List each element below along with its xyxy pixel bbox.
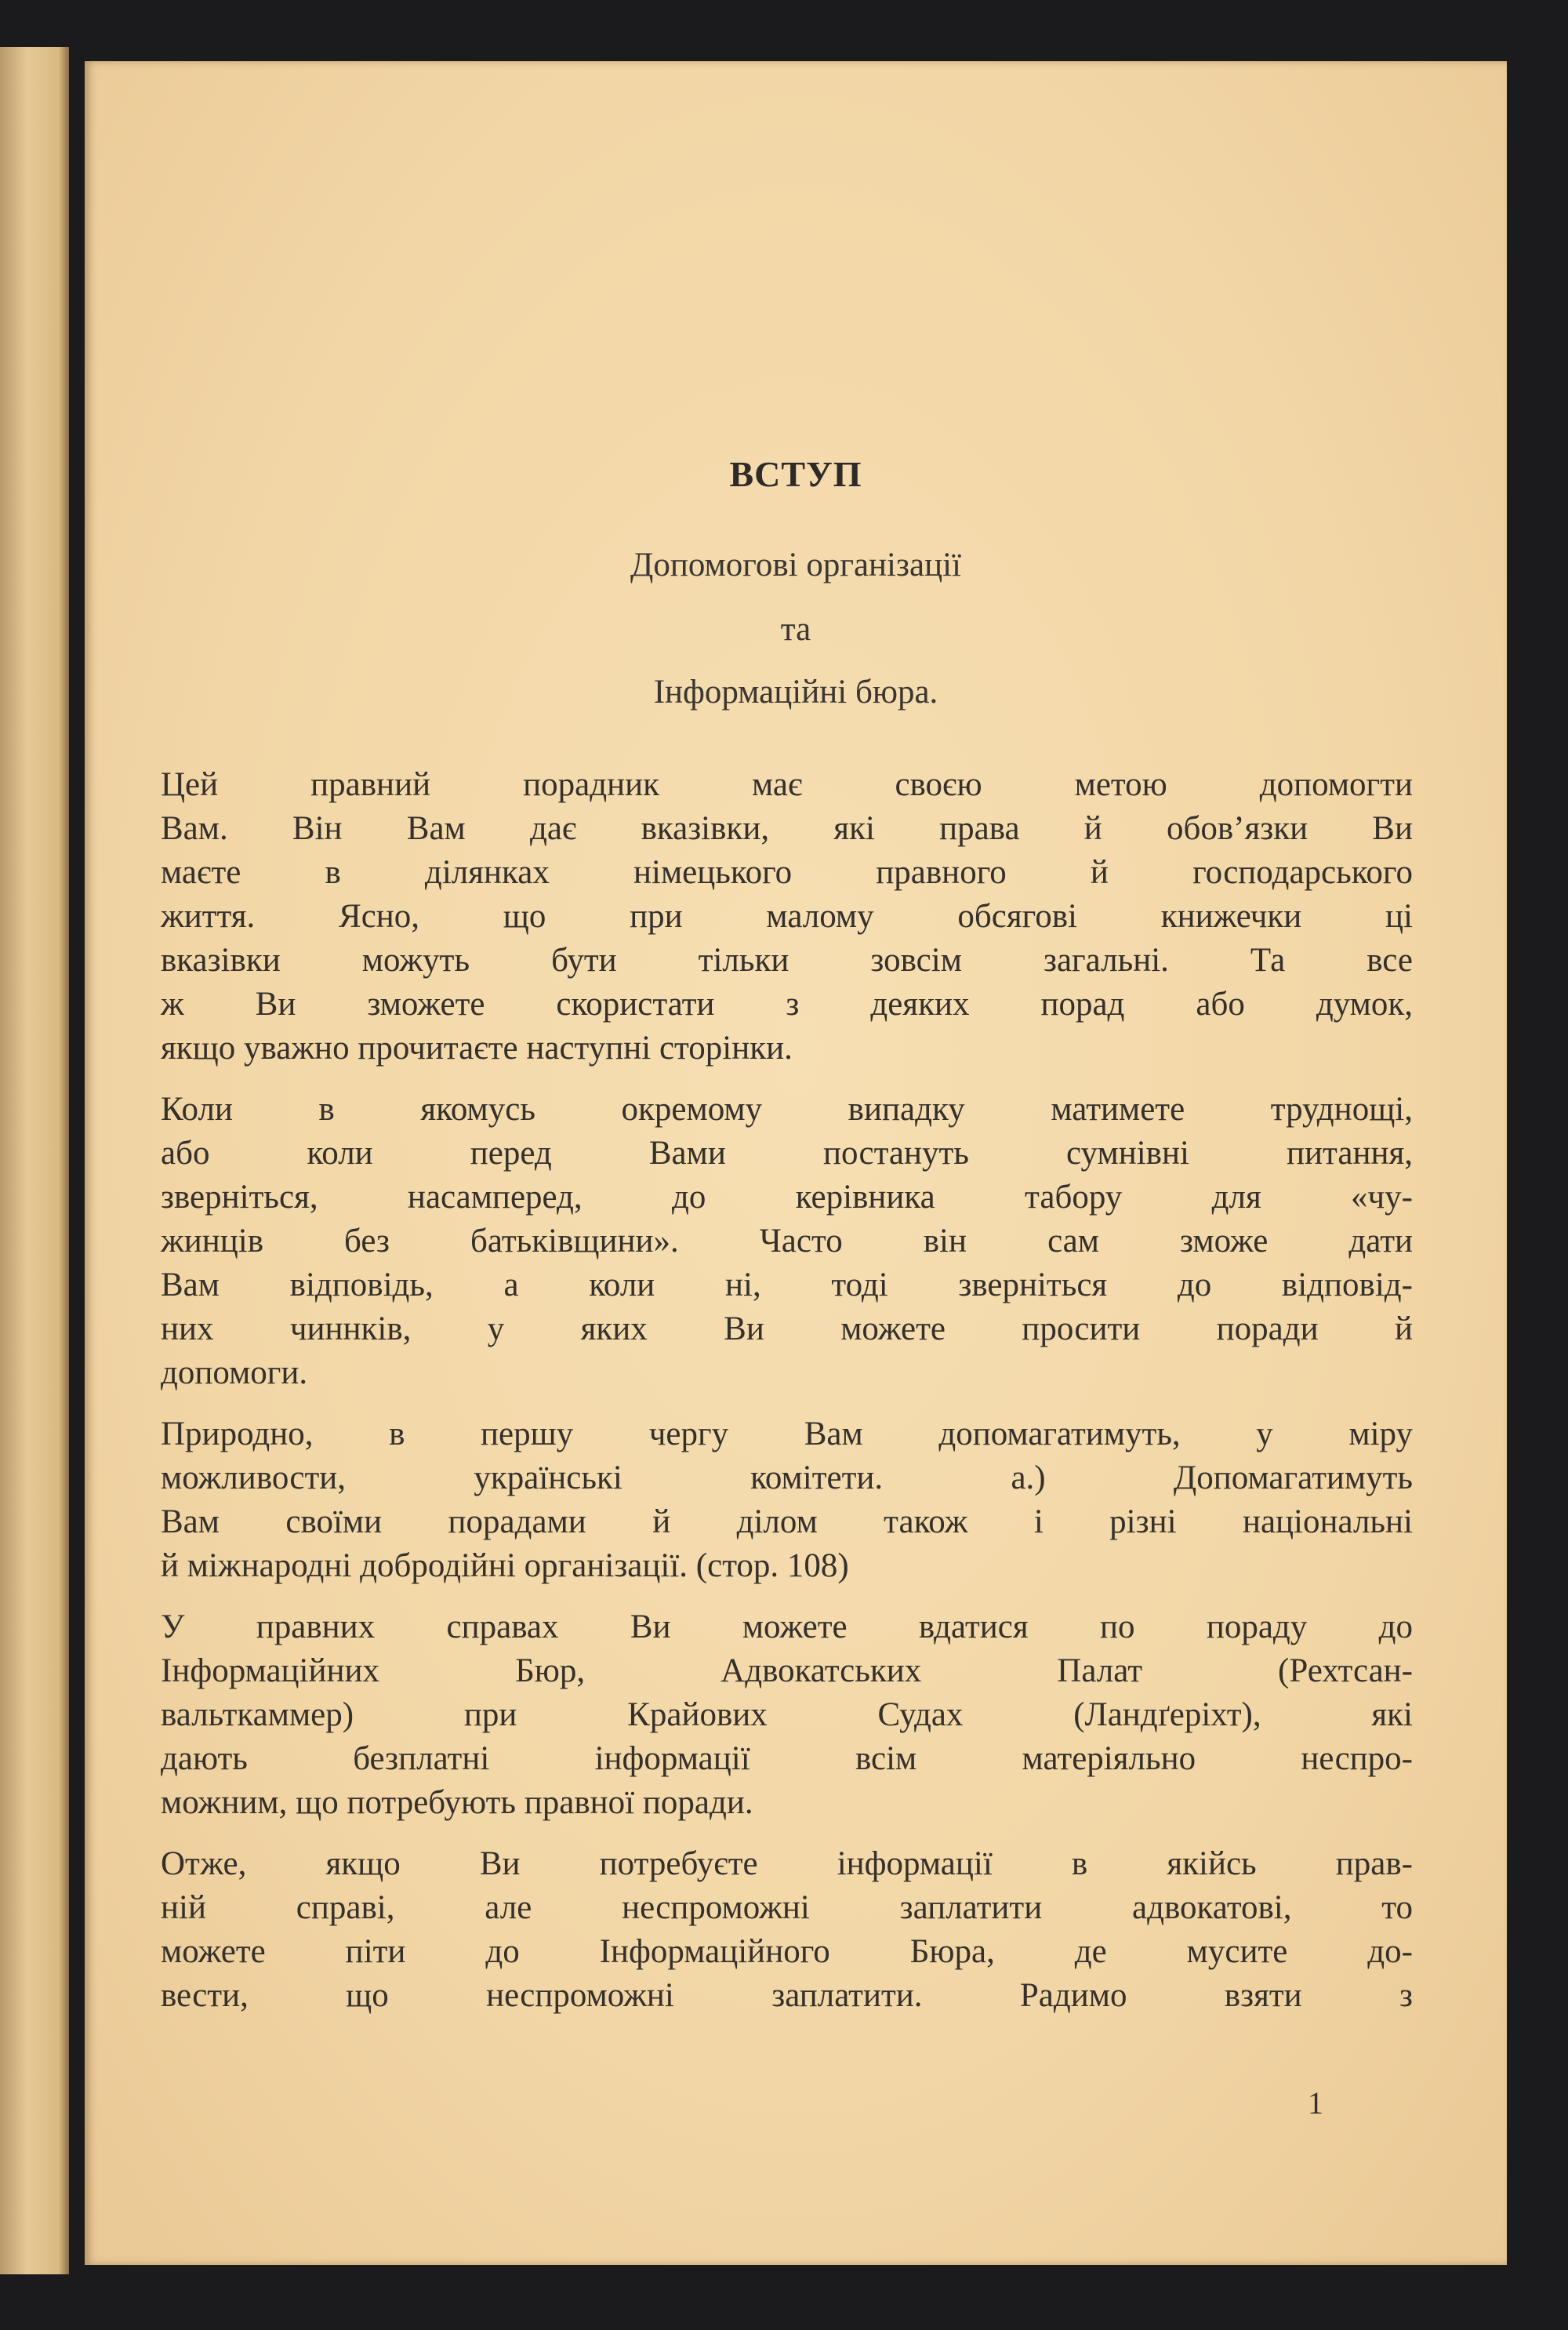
text-line: У правних справах Ви можете вдатися по пораду до (161, 1608, 1413, 1645)
paragraph (161, 1412, 1413, 1588)
text-line: Цей правний порадник має своєю метою допомогти (161, 766, 1413, 803)
subheading-line-3: Інформаційні бюра. (653, 674, 938, 711)
text-line: Коли в якомусь окремому випадку матимете труднощі, (161, 1091, 1413, 1128)
paragraph (161, 1088, 1413, 1395)
body-text (161, 763, 1413, 2035)
book-page (85, 61, 1507, 2265)
chapter-heading: ВСТУП (729, 454, 862, 494)
subheading-line-1: Допомогові організації (630, 547, 961, 583)
text-line: дають безплатні інформації всім матеріяльно неспро- (161, 1740, 1413, 1777)
text-line: вказівки можуть бути тільки зовсім загальні. Та все (161, 942, 1413, 979)
paragraph (161, 1605, 1413, 1825)
subheading-line-2: та (780, 611, 811, 648)
text-line: й міжнародні добродійні організації. (стор. 108) (161, 1547, 849, 1584)
text-line: ж Ви зможете скористати з деяких порад або думок, (161, 986, 1413, 1023)
text-line: можним, що потребують правної поради. (161, 1784, 753, 1821)
text-line: можете піти до Інформаційного Бюра, де мусите до- (161, 1933, 1413, 1970)
text-line: Вам своїми порадами й ділом також і різні національні (161, 1503, 1413, 1540)
facing-page-edge (0, 47, 69, 2274)
paragraph (161, 1842, 1413, 2018)
text-line: життя. Ясно, що при малому обсягові книжечки ці (161, 898, 1413, 935)
text-line: Вам. Він Вам дає вказівки, які права й обов’язки Ви (161, 810, 1413, 847)
text-line: ній справі, але неспроможні заплатити адвокатові, то (161, 1889, 1413, 1926)
text-line: можливости, українські комітети. а.) Допомагатимуть (161, 1459, 1413, 1496)
text-line: Отже, якщо Ви потребуєте інформації в якійсь прав- (161, 1845, 1413, 1882)
text-line: зверніться, насамперед, до керівника табору для «чу- (161, 1179, 1413, 1216)
text-line: вести, що неспроможні заплатити. Радимо взяти з (161, 1977, 1413, 2014)
text-line: якщо уважно прочитаєте наступні сторінки. (161, 1030, 793, 1067)
text-line: або коли перед Вами постануть сумнівні питання, (161, 1135, 1413, 1172)
paragraph (161, 763, 1413, 1070)
text-line: них чиннків, у яких Ви можете просити поради й (161, 1310, 1413, 1347)
text-line: вальткаммер) при Крайових Судах (Ландґеріхт), які (161, 1696, 1413, 1733)
text-line: Природно, в першу чергу Вам допомагатимуть, у міру (161, 1416, 1413, 1452)
text-line: жинців без батьківщини». Часто він сам зможе дати (161, 1223, 1413, 1260)
page-number: 1 (1308, 2085, 1323, 2121)
text-line: маєте в ділянках німецького правного й господарського (161, 854, 1413, 891)
text-line: Вам відповідь, а коли ні, тоді зверніться до відповід- (161, 1267, 1413, 1303)
text-line: Інформаційних Бюр, Адвокатських Палат (Рехтсан- (161, 1652, 1413, 1689)
text-line: допомоги. (161, 1354, 308, 1391)
